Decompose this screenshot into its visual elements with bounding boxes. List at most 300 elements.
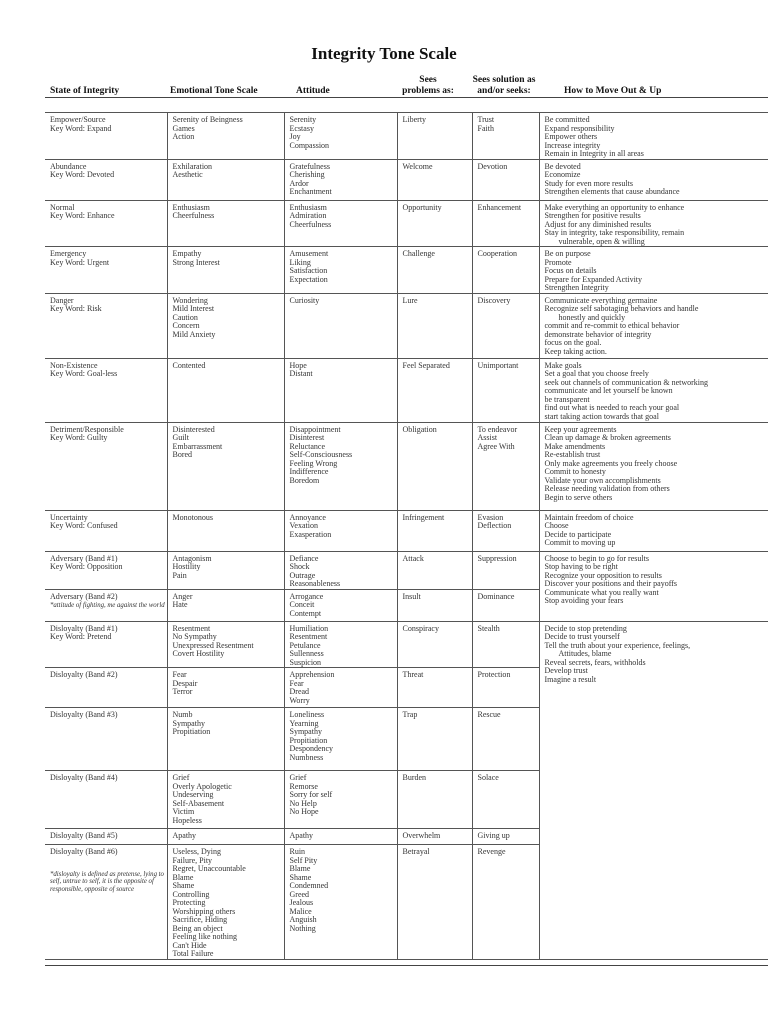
cell-line: Self Pity (289, 855, 318, 865)
state-note: *attitude of fighting, me against the world (50, 602, 165, 609)
state-cell (45, 113, 167, 160)
cell-line: Contented (172, 360, 206, 370)
cell-line: Normal (50, 202, 75, 212)
state-cell (45, 358, 167, 422)
cell-line: Giving up (477, 831, 510, 840)
cell-line: Remorse (289, 781, 318, 791)
cell-line: Feeling like nothing (172, 932, 237, 941)
cell-line: Key Word: Risk (50, 304, 102, 313)
emotional-cell (167, 551, 284, 589)
table-row (45, 551, 768, 589)
cell-line: Empower/Source (50, 115, 106, 124)
cell-line: Unexpressed Resentment (172, 640, 254, 650)
how-to-move-cell (539, 200, 768, 247)
cell-line: Worry (289, 695, 310, 705)
cell-line: To endeavor (477, 424, 518, 434)
cell-line: Hopeless (172, 815, 202, 825)
move-line: Decide to participate (544, 529, 612, 539)
cell-line: Revenge (477, 847, 506, 856)
cell-line: Cherishing (289, 170, 325, 179)
cell-line: Enthusiasm (172, 202, 210, 212)
cell-line: Key Word: Enhance (50, 211, 115, 220)
emotional-cell (167, 293, 284, 358)
cell-line: Defiance (289, 553, 319, 563)
cell-line: Discovery (477, 295, 511, 305)
emotional-cell (167, 159, 284, 200)
cell-line: Jealous (289, 898, 314, 907)
cell-line: No Sympathy (172, 632, 217, 641)
state-cell (45, 510, 167, 551)
move-line: commit and re-commit to ethical behavior (544, 321, 680, 330)
header-solution: Sees solution as and/or seeks: (472, 75, 536, 96)
cell-line: Protection (477, 670, 511, 679)
move-line: communicate and let yourself be known (544, 386, 673, 395)
cell-line: Welcome (402, 161, 433, 171)
cell-line: Disloyalty (Band #5) (50, 831, 118, 840)
cell-line: Guilt (172, 433, 189, 442)
solution-cell (472, 771, 539, 829)
move-line: Discover your positions and their payoffs (544, 579, 677, 588)
cell-line: Ardor (289, 178, 309, 188)
cell-line: Mild Interest (172, 304, 215, 313)
cell-line: Regret, Unaccountable (172, 864, 246, 873)
state-cell (45, 293, 167, 358)
how-to-move-cell (539, 422, 768, 510)
move-line: Develop trust (544, 666, 588, 675)
cell-line: Fear (172, 670, 187, 679)
cell-line: Danger (50, 295, 74, 305)
move-line: Recognize self sabotaging behaviors and handle (544, 304, 699, 313)
state-cell (45, 159, 167, 200)
solution-cell (472, 551, 539, 589)
cell-line: Victim (172, 807, 195, 816)
solution-cell (472, 589, 539, 621)
cell-line: Hope (289, 360, 307, 370)
cell-line: Lure (402, 295, 418, 305)
cell-line: Reasonableness (289, 579, 341, 588)
cell-line: Trust (477, 115, 495, 124)
attitude-cell (284, 510, 397, 551)
move-line: Make goals (544, 360, 582, 370)
cell-line: Enchantment (289, 187, 332, 196)
cell-line: Mild Anxiety (172, 329, 216, 339)
cell-line: Monotonous (172, 512, 213, 522)
cell-line: Self-Consciousness (289, 450, 353, 459)
problems-cell (397, 668, 472, 708)
emotional-cell (167, 200, 284, 247)
cell-line: Humiliation (289, 623, 329, 633)
problems-cell (397, 708, 472, 771)
move-line: Be devoted (544, 161, 581, 171)
cell-line: Satisfaction (289, 266, 328, 275)
attitude-cell (284, 113, 397, 160)
cell-line: Opportunity (402, 202, 442, 212)
cell-line: Action (172, 132, 195, 141)
cell-line: Key Word: Guilty (50, 433, 108, 442)
emotional-cell (167, 510, 284, 551)
attitude-cell (284, 771, 397, 829)
cell-line: Serenity (289, 115, 317, 124)
cell-line: Abundance (50, 161, 87, 171)
move-line: Maintain freedom of choice (544, 512, 634, 522)
move-line: Tell the truth about your experience, feelings, (544, 640, 691, 650)
cell-line: Outrage (289, 570, 316, 580)
cell-line: Disappointment (289, 424, 341, 434)
move-line: Study for even more results (544, 178, 633, 188)
table-row (45, 422, 768, 510)
attitude-cell (284, 708, 397, 771)
problems-cell (397, 771, 472, 829)
solution-cell (472, 159, 539, 200)
move-line: Commit to honesty (544, 467, 606, 476)
cell-line: Compassion (289, 140, 330, 150)
move-line: Keep taking action. (544, 346, 607, 356)
move-line: Make amendments (544, 441, 606, 451)
integrity-table (45, 112, 768, 960)
how-to-move-cell (539, 247, 768, 294)
move-line: Set a goal that you choose freely (544, 369, 649, 378)
header-rule (45, 97, 768, 98)
cell-line: Ruin (289, 847, 306, 856)
cell-line: Cheerfulness (172, 211, 215, 220)
attitude-cell (284, 358, 397, 422)
move-line: Communicate everything germaine (544, 295, 658, 305)
cell-line: Apathy (172, 831, 197, 840)
cell-line: Total Failure (172, 949, 214, 958)
cell-line: Malice (289, 906, 312, 916)
cell-line: Disloyalty (Band #1) (50, 623, 118, 633)
move-line: Stay in integrity, take responsibility, remain (544, 228, 685, 237)
cell-line: Failure, Pity (172, 855, 213, 865)
cell-line: Uncertainty (50, 512, 88, 522)
how-to-move-cell (539, 358, 768, 422)
cell-line: Betrayal (402, 847, 430, 856)
cell-line: Fear (289, 678, 304, 688)
solution-cell (472, 200, 539, 247)
problems-cell (397, 829, 472, 845)
state-cell (45, 589, 167, 621)
move-line: Validate your own accomplishments (544, 475, 661, 485)
cell-line: Stealth (477, 623, 500, 633)
cell-line: Challenge (402, 249, 435, 258)
cell-line: Conspiracy (402, 623, 439, 633)
cell-line: Despair (172, 678, 198, 688)
state-cell (45, 829, 167, 845)
move-line: Strengthen for positive results (544, 211, 641, 220)
table-row (45, 510, 768, 551)
move-line: Release needing validation from others (544, 484, 670, 493)
cell-line: No Help (289, 798, 317, 808)
cell-line: Grief (172, 773, 190, 782)
cell-line: Strong Interest (172, 257, 220, 267)
cell-line: Terror (172, 687, 193, 696)
attitude-cell (284, 829, 397, 845)
cell-line: Cheerfulness (289, 219, 332, 229)
move-line: Be committed (544, 115, 590, 124)
cell-line: Joy (289, 132, 301, 141)
state-cell (45, 621, 167, 668)
cell-line: Greed (289, 889, 310, 899)
page-title: Integrity Tone Scale (311, 44, 457, 63)
cell-line: Evasion (477, 512, 504, 522)
cell-line: Gratefulness (289, 161, 330, 171)
cell-line: Faith (477, 123, 494, 133)
solution-cell (472, 113, 539, 160)
move-line: Attitudes, blame (558, 649, 612, 658)
cell-line: Distant (289, 369, 313, 378)
move-line: Recognize your opposition to results (544, 570, 662, 580)
header-problems: Sees problems as: (402, 75, 454, 96)
emotional-cell (167, 708, 284, 771)
cell-line: Shame (172, 881, 195, 890)
cell-line: Adversary (Band #2) (50, 591, 118, 601)
cell-line: Liking (289, 257, 311, 267)
state-cell (45, 708, 167, 771)
cell-line: Sympathy (172, 718, 205, 728)
cell-line: Exhilaration (172, 161, 213, 171)
cell-line: Ecstasy (289, 123, 314, 133)
move-line: Keep your agreements (544, 424, 617, 434)
cell-line: Blame (289, 864, 311, 873)
cell-line: Grief (289, 773, 307, 782)
cell-line: Adversary (Band #1) (50, 553, 118, 563)
cell-line: Being an object (172, 923, 223, 933)
cell-line: Amusement (289, 249, 329, 258)
move-line: Increase integrity (544, 140, 601, 150)
cell-line: Protecting (172, 898, 206, 907)
cell-line: Annoyance (289, 512, 326, 522)
state-cell (45, 668, 167, 708)
table-row (45, 159, 768, 200)
cell-line: Loneliness (289, 710, 325, 719)
move-line: Decide to trust yourself (544, 632, 620, 641)
emotional-cell (167, 422, 284, 510)
attitude-cell (284, 551, 397, 589)
state-cell (45, 247, 167, 294)
move-line: Choose to begin to go for results (544, 553, 649, 563)
state-cell (45, 551, 167, 589)
cell-line: No Hope (289, 807, 319, 816)
cell-line: Numb (172, 710, 193, 719)
how-to-move-cell (539, 621, 768, 959)
how-to-move-cell (539, 113, 768, 160)
attitude-cell (284, 247, 397, 294)
move-line: Commit to moving up (544, 538, 616, 547)
attitude-cell (284, 589, 397, 621)
cell-line: Liberty (402, 115, 427, 124)
problems-cell (397, 589, 472, 621)
cell-line: Exasperation (289, 529, 332, 539)
emotional-cell (167, 621, 284, 668)
emotional-cell (167, 668, 284, 708)
problems-cell (397, 200, 472, 247)
state-cell (45, 845, 167, 960)
cell-line: Anger (172, 591, 193, 601)
problems-cell (397, 422, 472, 510)
state-cell (45, 422, 167, 510)
attitude-cell (284, 159, 397, 200)
emotional-cell (167, 845, 284, 960)
bottom-rule (45, 965, 768, 966)
cell-line: Key Word: Urgent (50, 257, 110, 267)
cell-line: Anguish (289, 915, 317, 924)
problems-cell (397, 113, 472, 160)
cell-line: Key Word: Confused (50, 521, 118, 530)
cell-line: Apprehension (289, 670, 335, 679)
attitude-cell (284, 293, 397, 358)
cell-line: Assist (477, 433, 498, 442)
move-line: Prepare for Expanded Activity (544, 274, 643, 284)
attitude-cell (284, 621, 397, 668)
emotional-cell (167, 247, 284, 294)
cell-line: Disinterest (289, 433, 325, 442)
cell-line: Expectation (289, 274, 328, 284)
cell-line: Blame (172, 872, 194, 882)
cell-line: Dominance (477, 591, 515, 601)
cell-line: Resentment (289, 632, 328, 641)
cell-line: Dread (289, 687, 310, 696)
cell-line: Sympathy (289, 727, 322, 736)
cell-line: Key Word: Opposition (50, 562, 123, 571)
cell-line: Disloyalty (Band #2) (50, 670, 118, 679)
move-line: seek out channels of communication & networking (544, 377, 709, 387)
attitude-cell (284, 200, 397, 247)
cell-line: Key Word: Pretend (50, 632, 112, 641)
solution-cell (472, 845, 539, 960)
cell-line: Undeserving (172, 790, 214, 799)
cell-line: Obligation (402, 424, 437, 434)
cell-line: Condemned (289, 881, 329, 890)
cell-line: Vexation (289, 521, 318, 530)
cell-line: Agree With (477, 441, 515, 451)
cell-line: Hate (172, 600, 188, 609)
solution-cell (472, 708, 539, 771)
solution-cell (472, 247, 539, 294)
how-to-move-cell (539, 510, 768, 551)
solution-cell (472, 510, 539, 551)
table-row (45, 621, 768, 668)
emotional-cell (167, 358, 284, 422)
cell-line: Suppression (477, 553, 517, 563)
cell-line: Burden (402, 773, 427, 782)
table-row (45, 247, 768, 294)
cell-line: Hostility (172, 562, 201, 571)
cell-line: Petulance (289, 640, 321, 650)
cell-line: Apathy (289, 831, 314, 840)
cell-line: Emergency (50, 249, 87, 258)
attitude-cell (284, 845, 397, 960)
move-line: vulnerable, open & willing (558, 236, 645, 246)
move-line: Reveal secrets, fears, withholds (544, 657, 646, 667)
cell-line: Feeling Wrong (289, 458, 338, 468)
emotional-cell (167, 771, 284, 829)
move-line: Decide to stop pretending (544, 623, 627, 633)
table-row (45, 358, 768, 422)
move-line: find out what is needed to reach your goal (544, 403, 680, 412)
cell-line: Sacrifice, Hiding (172, 915, 228, 924)
emotional-cell (167, 589, 284, 621)
cell-line: Shame (289, 872, 312, 882)
cell-line: Key Word: Devoted (50, 170, 115, 179)
cell-line: Concern (172, 321, 200, 330)
problems-cell (397, 293, 472, 358)
cell-line: Caution (172, 312, 198, 322)
state-cell (45, 200, 167, 247)
header-how-to-move: How to Move Out & Up (564, 86, 662, 96)
state-note: *disloyalty is defined as pretense, lying to self, untrue to self, it is the opposite of responsible, opposite of source (50, 870, 164, 893)
cell-line: Aesthetic (172, 170, 203, 179)
solution-cell (472, 422, 539, 510)
move-line: Be on purpose (544, 249, 591, 258)
cell-line: Curiosity (289, 295, 320, 305)
cell-line: Cooperation (477, 249, 518, 258)
cell-line: Devotion (477, 161, 508, 171)
move-line: Make everything an opportunity to enhance (544, 202, 685, 212)
cell-line: Disloyalty (Band #3) (50, 710, 118, 719)
cell-line: Key Word: Goal-less (50, 369, 118, 378)
problems-cell (397, 358, 472, 422)
move-line: Clean up damage & broken agreements (544, 433, 671, 442)
cell-line: Attack (402, 553, 424, 563)
solution-cell (472, 293, 539, 358)
cell-line: Enhancement (477, 202, 522, 212)
problems-cell (397, 845, 472, 960)
cell-line: Feel Separated (402, 360, 450, 370)
move-line: Strengthen elements that cause abundance (544, 187, 680, 196)
cell-line: Useless, Dying (172, 847, 221, 856)
table-row (45, 200, 768, 247)
cell-line: Insult (402, 591, 421, 601)
solution-cell (472, 829, 539, 845)
cell-line: Boredom (289, 475, 320, 485)
cell-line: Can't Hide (172, 940, 207, 950)
cell-line: Arrogance (289, 591, 324, 601)
how-to-move-cell (539, 551, 768, 621)
move-line: Imagine a result (544, 674, 597, 684)
move-line: Communicate what you really want (544, 587, 659, 597)
move-line: Adjust for any diminished results (544, 219, 652, 229)
cell-line: Overly Apologetic (172, 781, 232, 791)
move-line: Stop having to be right (544, 562, 618, 571)
problems-cell (397, 247, 472, 294)
cell-line: Solace (477, 773, 499, 782)
move-line: Remain in Integrity in all areas (544, 149, 644, 158)
cell-line: Covert Hostility (172, 649, 225, 658)
move-line: Promote (544, 257, 572, 267)
cell-line: Worshipping others (172, 906, 236, 916)
cell-line: Reluctance (289, 441, 326, 451)
move-line: Only make agreements you freely choose (544, 458, 678, 468)
cell-line: Pain (172, 570, 187, 580)
cell-line: Sullenness (289, 649, 324, 658)
cell-line: Admiration (289, 211, 327, 220)
cell-line: Nothing (289, 923, 316, 933)
cell-line: Threat (402, 670, 424, 679)
cell-line: Overwhelm (402, 831, 441, 840)
move-line: focus on the goal. (544, 338, 602, 347)
move-line: demonstrate behavior of integrity (544, 329, 652, 339)
attitude-cell (284, 668, 397, 708)
problems-cell (397, 621, 472, 668)
emotional-cell (167, 829, 284, 845)
cell-line: Conceit (289, 600, 315, 609)
cell-line: Trap (402, 710, 418, 719)
state-cell (45, 771, 167, 829)
cell-line: Contempt (289, 608, 322, 618)
cell-line: Empathy (172, 249, 202, 258)
attitude-cell (284, 422, 397, 510)
how-to-move-cell (539, 159, 768, 200)
